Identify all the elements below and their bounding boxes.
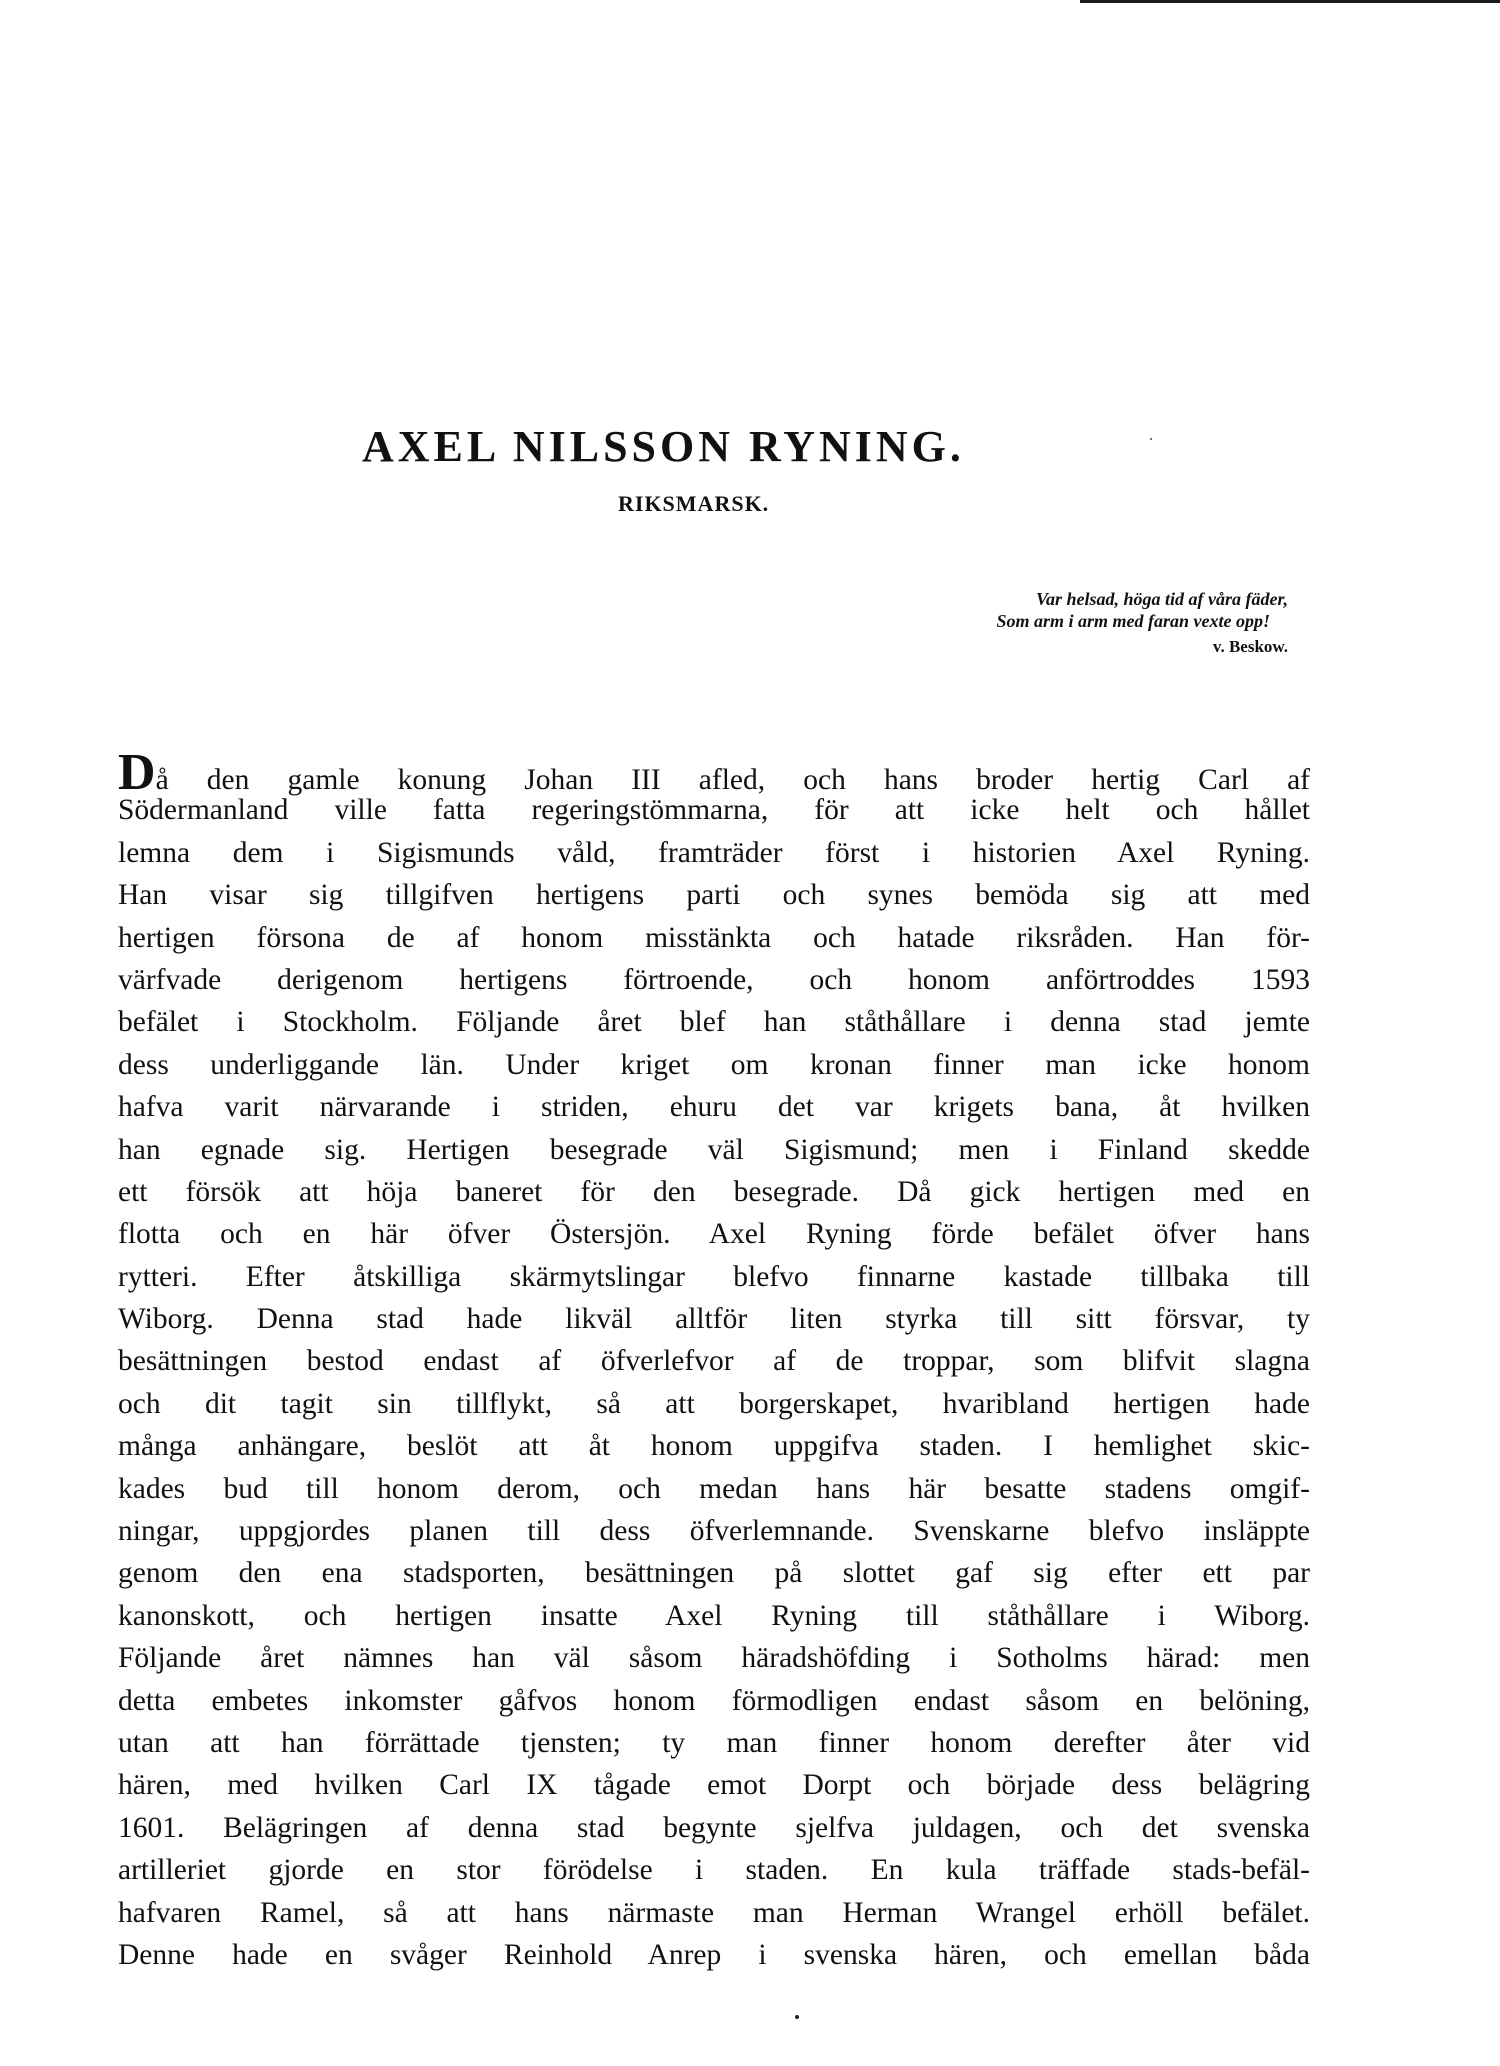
body-line: Wiborg. Denna stad hade likväl alltför liten styrka till sitt försvar, ty xyxy=(118,1303,1310,1336)
body-line: detta embetes inkomster gåfvos honom förmodligen endast såsom en belöning, xyxy=(118,1684,1310,1717)
body-line: ningar, uppgjordes planen till dess öfverlemnande. Svenskarne blefvo insläppte xyxy=(118,1515,1310,1548)
body-line: flotta och en här öfver Östersjön. Axel Ryning förde befälet öfver hans xyxy=(118,1218,1310,1251)
body-line: ett försök att höja baneret för den besegrade. Då gick hertigen med en xyxy=(118,1175,1310,1208)
body-line: Denne hade en svåger Reinhold Anrep i svenska hären, och emellan båda xyxy=(118,1938,1310,1971)
body-line: hären, med hvilken Carl IX tågade emot Dorpt och började dess belägring xyxy=(118,1769,1310,1802)
body-line: lemna dem i Sigismunds våld, framträder först i historien Axel Ryning. xyxy=(118,836,1310,869)
body-line: Följande året nämnes han väl såsom häradshöfding i Sotholms härad: men xyxy=(118,1642,1310,1675)
body-line: många anhängare, beslöt att åt honom uppgifva staden. I hemlighet skic- xyxy=(118,1430,1310,1463)
scan-speck xyxy=(1150,438,1152,440)
body-line: hertigen försona de af honom misstänkta och hatade riksråden. Han för- xyxy=(118,921,1310,954)
body-line: hafvaren Ramel, så att hans närmaste man Herman Wrangel erhöll befälet. xyxy=(118,1896,1310,1929)
body-line: utan att han förrättade tjensten; ty man finner honom derefter åter vid xyxy=(118,1726,1310,1759)
body-line: hafva varit närvarande i striden, ehuru det var krigets bana, åt hvilken xyxy=(118,1091,1310,1124)
page-title: AXEL NILSSON RYNING. xyxy=(362,422,965,471)
body-line: han egnade sig. Hertigen besegrade väl Sigismund; men i Finland skedde xyxy=(118,1133,1310,1166)
page-mark xyxy=(795,2015,799,2019)
body-paragraph xyxy=(118,744,1310,1976)
page-subtitle: RIKSMARSK. xyxy=(618,491,770,516)
epigraph-author: v. Beskow. xyxy=(1212,637,1288,656)
body-line: kanonskott, och hertigen insatte Axel Ryning till ståthållare i Wiborg. xyxy=(118,1599,1310,1632)
body-line: Han visar sig tillgifven hertigens parti och synes bemöda sig att med xyxy=(118,879,1310,912)
epigraph xyxy=(768,588,1288,658)
body-line: värfvade derigenom hertigens förtroende, och honom anförtroddes 1593 xyxy=(118,963,1310,996)
top-edge-rule xyxy=(1080,0,1500,3)
body-line: 1601. Belägringen af denna stad begynte sjelfva juldagen, och det svenska xyxy=(118,1811,1310,1844)
epigraph-line: Var helsad, höga tid af våra fäder, xyxy=(1035,589,1288,609)
body-line: Då den gamle konung Johan III afled, och hans broder hertig Carl af xyxy=(118,744,1310,801)
body-line: och dit tagit sin tillflykt, så att borgerskapet, hvaribland hertigen hade xyxy=(118,1387,1310,1420)
body-line: befälet i Stockholm. Följande året blef han ståthållare i denna stad jemte xyxy=(118,1006,1310,1039)
body-line: Södermanland ville fatta regeringstömmarna, för att icke helt och hållet xyxy=(118,794,1310,827)
body-line: kades bud till honom derom, och medan hans här besatte stadens omgif- xyxy=(118,1472,1310,1505)
body-line: besättningen bestod endast af öfverlefvor af de troppar, som blifvit slagna xyxy=(118,1345,1310,1378)
body-line: genom den ena stadsporten, besättningen på slottet gaf sig efter ett par xyxy=(118,1557,1310,1590)
body-line: dess underliggande län. Under kriget om kronan finner man icke honom xyxy=(118,1048,1310,1081)
body-line: rytteri. Efter åtskilliga skärmytslingar blefvo finnarne kastade tillbaka till xyxy=(118,1260,1310,1293)
epigraph-line: Som arm i arm med faran vexte opp! xyxy=(996,611,1270,631)
body-line: artilleriet gjorde en stor förödelse i staden. En kula träffade stads-befäl- xyxy=(118,1854,1310,1887)
